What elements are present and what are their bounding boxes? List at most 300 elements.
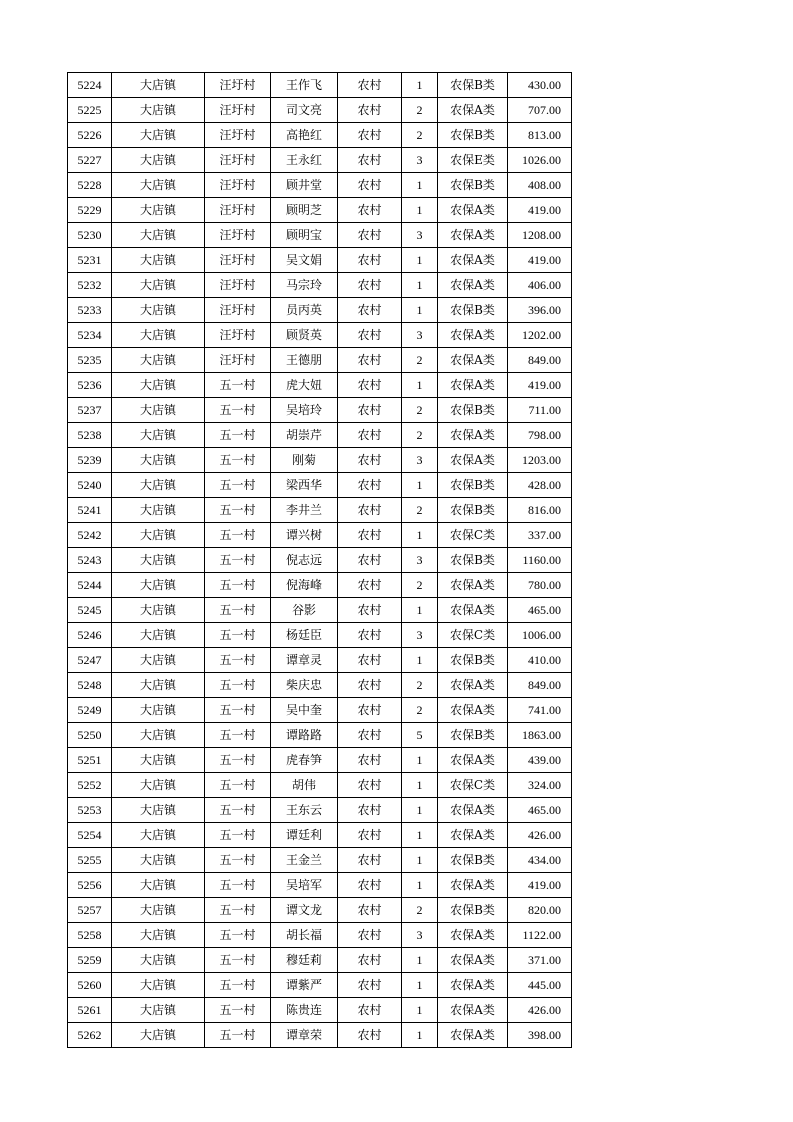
table-row xyxy=(68,298,572,323)
table-row xyxy=(68,748,572,773)
town-cell: 大店镇 xyxy=(112,448,205,473)
amount-cell: 430.00 xyxy=(508,73,572,98)
record-id-cell: 5230 xyxy=(68,223,112,248)
household-size-cell: 2 xyxy=(402,398,438,423)
table-row xyxy=(68,723,572,748)
town-cell: 大店镇 xyxy=(112,173,205,198)
amount-cell: 1202.00 xyxy=(508,323,572,348)
household-size-cell: 2 xyxy=(402,498,438,523)
name-cell: 倪志远 xyxy=(271,548,338,573)
town-cell: 大店镇 xyxy=(112,848,205,873)
category-cell: 农保A类 xyxy=(438,198,508,223)
amount-cell: 419.00 xyxy=(508,873,572,898)
record-id-cell: 5250 xyxy=(68,723,112,748)
town-cell: 大店镇 xyxy=(112,348,205,373)
household-size-cell: 2 xyxy=(402,423,438,448)
town-cell: 大店镇 xyxy=(112,548,205,573)
amount-cell: 434.00 xyxy=(508,848,572,873)
household-size-cell: 1 xyxy=(402,273,438,298)
category-cell: 农保A类 xyxy=(438,423,508,448)
amount-cell: 813.00 xyxy=(508,123,572,148)
category-cell: 农保A类 xyxy=(438,448,508,473)
household-size-cell: 3 xyxy=(402,448,438,473)
name-cell: 谭兴树 xyxy=(271,523,338,548)
area-type-cell: 农村 xyxy=(338,623,402,648)
record-id-cell: 5260 xyxy=(68,973,112,998)
amount-cell: 410.00 xyxy=(508,648,572,673)
record-id-cell: 5251 xyxy=(68,748,112,773)
village-cell: 五一村 xyxy=(205,498,271,523)
table-row xyxy=(68,273,572,298)
name-cell: 虎大妞 xyxy=(271,373,338,398)
record-id-cell: 5234 xyxy=(68,323,112,348)
village-cell: 五一村 xyxy=(205,1023,271,1048)
category-cell: 农保B类 xyxy=(438,898,508,923)
category-cell: 农保A类 xyxy=(438,998,508,1023)
household-size-cell: 1 xyxy=(402,998,438,1023)
area-type-cell: 农村 xyxy=(338,1023,402,1048)
area-type-cell: 农村 xyxy=(338,948,402,973)
amount-cell: 1863.00 xyxy=(508,723,572,748)
town-cell: 大店镇 xyxy=(112,398,205,423)
name-cell: 顾明宝 xyxy=(271,223,338,248)
household-size-cell: 1 xyxy=(402,198,438,223)
category-cell: 农保B类 xyxy=(438,473,508,498)
village-cell: 汪圩村 xyxy=(205,273,271,298)
village-cell: 五一村 xyxy=(205,973,271,998)
record-id-cell: 5249 xyxy=(68,698,112,723)
name-cell: 倪海峰 xyxy=(271,573,338,598)
name-cell: 高艳红 xyxy=(271,123,338,148)
household-size-cell: 1 xyxy=(402,973,438,998)
amount-cell: 439.00 xyxy=(508,748,572,773)
village-cell: 五一村 xyxy=(205,898,271,923)
amount-cell: 398.00 xyxy=(508,1023,572,1048)
household-size-cell: 3 xyxy=(402,623,438,648)
household-size-cell: 1 xyxy=(402,373,438,398)
area-type-cell: 农村 xyxy=(338,698,402,723)
area-type-cell: 农村 xyxy=(338,648,402,673)
village-cell: 汪圩村 xyxy=(205,148,271,173)
town-cell: 大店镇 xyxy=(112,373,205,398)
name-cell: 王作飞 xyxy=(271,73,338,98)
amount-cell: 465.00 xyxy=(508,798,572,823)
amount-cell: 428.00 xyxy=(508,473,572,498)
village-cell: 五一村 xyxy=(205,448,271,473)
village-cell: 五一村 xyxy=(205,848,271,873)
village-cell: 五一村 xyxy=(205,698,271,723)
amount-cell: 1006.00 xyxy=(508,623,572,648)
table-body xyxy=(68,73,572,1048)
record-id-cell: 5239 xyxy=(68,448,112,473)
town-cell: 大店镇 xyxy=(112,323,205,348)
area-type-cell: 农村 xyxy=(338,198,402,223)
category-cell: 农保A类 xyxy=(438,598,508,623)
table-row xyxy=(68,473,572,498)
category-cell: 农保A类 xyxy=(438,98,508,123)
table-row xyxy=(68,323,572,348)
village-cell: 五一村 xyxy=(205,648,271,673)
name-cell: 谭紫严 xyxy=(271,973,338,998)
record-id-cell: 5232 xyxy=(68,273,112,298)
household-size-cell: 1 xyxy=(402,773,438,798)
village-cell: 五一村 xyxy=(205,948,271,973)
name-cell: 谭章荣 xyxy=(271,1023,338,1048)
category-cell: 农保B类 xyxy=(438,648,508,673)
amount-cell: 849.00 xyxy=(508,348,572,373)
name-cell: 胡崇芹 xyxy=(271,423,338,448)
category-cell: 农保A类 xyxy=(438,698,508,723)
town-cell: 大店镇 xyxy=(112,973,205,998)
table-row xyxy=(68,898,572,923)
category-cell: 农保A类 xyxy=(438,748,508,773)
table-row xyxy=(68,948,572,973)
record-id-cell: 5257 xyxy=(68,898,112,923)
name-cell: 顾明芝 xyxy=(271,198,338,223)
area-type-cell: 农村 xyxy=(338,723,402,748)
name-cell: 柴庆忠 xyxy=(271,673,338,698)
name-cell: 虎春笋 xyxy=(271,748,338,773)
name-cell: 李井兰 xyxy=(271,498,338,523)
record-id-cell: 5254 xyxy=(68,823,112,848)
record-id-cell: 5235 xyxy=(68,348,112,373)
area-type-cell: 农村 xyxy=(338,473,402,498)
town-cell: 大店镇 xyxy=(112,948,205,973)
table-row xyxy=(68,173,572,198)
household-size-cell: 1 xyxy=(402,173,438,198)
area-type-cell: 农村 xyxy=(338,298,402,323)
area-type-cell: 农村 xyxy=(338,173,402,198)
household-size-cell: 2 xyxy=(402,698,438,723)
category-cell: 农保B类 xyxy=(438,848,508,873)
name-cell: 刚菊 xyxy=(271,448,338,473)
category-cell: 农保A类 xyxy=(438,823,508,848)
town-cell: 大店镇 xyxy=(112,798,205,823)
town-cell: 大店镇 xyxy=(112,198,205,223)
record-id-cell: 5236 xyxy=(68,373,112,398)
table-row xyxy=(68,373,572,398)
area-type-cell: 农村 xyxy=(338,523,402,548)
table-row xyxy=(68,73,572,98)
amount-cell: 1203.00 xyxy=(508,448,572,473)
category-cell: 农保A类 xyxy=(438,323,508,348)
village-cell: 汪圩村 xyxy=(205,123,271,148)
household-size-cell: 1 xyxy=(402,523,438,548)
amount-cell: 426.00 xyxy=(508,823,572,848)
table-row xyxy=(68,348,572,373)
category-cell: 农保A类 xyxy=(438,348,508,373)
record-id-cell: 5237 xyxy=(68,398,112,423)
town-cell: 大店镇 xyxy=(112,123,205,148)
name-cell: 顾井堂 xyxy=(271,173,338,198)
town-cell: 大店镇 xyxy=(112,273,205,298)
area-type-cell: 农村 xyxy=(338,448,402,473)
name-cell: 王金兰 xyxy=(271,848,338,873)
category-cell: 农保B类 xyxy=(438,123,508,148)
category-cell: 农保A类 xyxy=(438,223,508,248)
table-row xyxy=(68,798,572,823)
category-cell: 农保C类 xyxy=(438,623,508,648)
record-id-cell: 5233 xyxy=(68,298,112,323)
household-size-cell: 1 xyxy=(402,248,438,273)
area-type-cell: 农村 xyxy=(338,323,402,348)
record-id-cell: 5226 xyxy=(68,123,112,148)
area-type-cell: 农村 xyxy=(338,148,402,173)
town-cell: 大店镇 xyxy=(112,698,205,723)
town-cell: 大店镇 xyxy=(112,98,205,123)
name-cell: 陈贵连 xyxy=(271,998,338,1023)
area-type-cell: 农村 xyxy=(338,98,402,123)
area-type-cell: 农村 xyxy=(338,498,402,523)
household-size-cell: 1 xyxy=(402,748,438,773)
area-type-cell: 农村 xyxy=(338,123,402,148)
village-cell: 五一村 xyxy=(205,673,271,698)
area-type-cell: 农村 xyxy=(338,998,402,1023)
name-cell: 司文亮 xyxy=(271,98,338,123)
village-cell: 汪圩村 xyxy=(205,198,271,223)
record-id-cell: 5242 xyxy=(68,523,112,548)
area-type-cell: 农村 xyxy=(338,873,402,898)
household-size-cell: 5 xyxy=(402,723,438,748)
category-cell: 农保A类 xyxy=(438,923,508,948)
table-row xyxy=(68,673,572,698)
town-cell: 大店镇 xyxy=(112,148,205,173)
record-id-cell: 5259 xyxy=(68,948,112,973)
amount-cell: 445.00 xyxy=(508,973,572,998)
table-row xyxy=(68,573,572,598)
category-cell: 农保B类 xyxy=(438,173,508,198)
village-cell: 汪圩村 xyxy=(205,298,271,323)
table-row xyxy=(68,148,572,173)
town-cell: 大店镇 xyxy=(112,623,205,648)
name-cell: 顾贤英 xyxy=(271,323,338,348)
amount-cell: 780.00 xyxy=(508,573,572,598)
record-id-cell: 5238 xyxy=(68,423,112,448)
town-cell: 大店镇 xyxy=(112,598,205,623)
town-cell: 大店镇 xyxy=(112,823,205,848)
table-row xyxy=(68,873,572,898)
household-size-cell: 1 xyxy=(402,798,438,823)
area-type-cell: 农村 xyxy=(338,923,402,948)
category-cell: 农保A类 xyxy=(438,948,508,973)
record-id-cell: 5255 xyxy=(68,848,112,873)
area-type-cell: 农村 xyxy=(338,823,402,848)
record-id-cell: 5258 xyxy=(68,923,112,948)
category-cell: 农保A类 xyxy=(438,973,508,998)
category-cell: 农保A类 xyxy=(438,373,508,398)
household-size-cell: 1 xyxy=(402,473,438,498)
town-cell: 大店镇 xyxy=(112,573,205,598)
town-cell: 大店镇 xyxy=(112,523,205,548)
category-cell: 农保A类 xyxy=(438,273,508,298)
record-id-cell: 5228 xyxy=(68,173,112,198)
household-size-cell: 3 xyxy=(402,323,438,348)
town-cell: 大店镇 xyxy=(112,1023,205,1048)
village-cell: 五一村 xyxy=(205,523,271,548)
amount-cell: 337.00 xyxy=(508,523,572,548)
name-cell: 吴文娟 xyxy=(271,248,338,273)
category-cell: 农保B类 xyxy=(438,398,508,423)
town-cell: 大店镇 xyxy=(112,248,205,273)
area-type-cell: 农村 xyxy=(338,673,402,698)
amount-cell: 741.00 xyxy=(508,698,572,723)
village-cell: 汪圩村 xyxy=(205,323,271,348)
town-cell: 大店镇 xyxy=(112,423,205,448)
town-cell: 大店镇 xyxy=(112,648,205,673)
table-row xyxy=(68,223,572,248)
record-id-cell: 5247 xyxy=(68,648,112,673)
category-cell: 农保A类 xyxy=(438,673,508,698)
village-cell: 五一村 xyxy=(205,923,271,948)
town-cell: 大店镇 xyxy=(112,498,205,523)
town-cell: 大店镇 xyxy=(112,473,205,498)
category-cell: 农保A类 xyxy=(438,1023,508,1048)
area-type-cell: 农村 xyxy=(338,373,402,398)
village-cell: 五一村 xyxy=(205,748,271,773)
record-id-cell: 5243 xyxy=(68,548,112,573)
table-row xyxy=(68,123,572,148)
town-cell: 大店镇 xyxy=(112,673,205,698)
name-cell: 胡伟 xyxy=(271,773,338,798)
town-cell: 大店镇 xyxy=(112,898,205,923)
household-size-cell: 1 xyxy=(402,823,438,848)
household-size-cell: 2 xyxy=(402,348,438,373)
record-id-cell: 5253 xyxy=(68,798,112,823)
amount-cell: 820.00 xyxy=(508,898,572,923)
category-cell: 农保A类 xyxy=(438,798,508,823)
category-cell: 农保B类 xyxy=(438,548,508,573)
name-cell: 马宗玲 xyxy=(271,273,338,298)
village-cell: 五一村 xyxy=(205,598,271,623)
name-cell: 吴培玲 xyxy=(271,398,338,423)
household-size-cell: 3 xyxy=(402,223,438,248)
table-row xyxy=(68,1023,572,1048)
area-type-cell: 农村 xyxy=(338,773,402,798)
area-type-cell: 农村 xyxy=(338,73,402,98)
table-row xyxy=(68,548,572,573)
amount-cell: 1122.00 xyxy=(508,923,572,948)
village-cell: 五一村 xyxy=(205,723,271,748)
table-row xyxy=(68,998,572,1023)
village-cell: 汪圩村 xyxy=(205,223,271,248)
village-cell: 五一村 xyxy=(205,423,271,448)
record-id-cell: 5261 xyxy=(68,998,112,1023)
table-row xyxy=(68,623,572,648)
record-id-cell: 5262 xyxy=(68,1023,112,1048)
town-cell: 大店镇 xyxy=(112,298,205,323)
name-cell: 谭文龙 xyxy=(271,898,338,923)
name-cell: 梁西华 xyxy=(271,473,338,498)
village-cell: 五一村 xyxy=(205,573,271,598)
town-cell: 大店镇 xyxy=(112,73,205,98)
area-type-cell: 农村 xyxy=(338,573,402,598)
household-size-cell: 1 xyxy=(402,598,438,623)
category-cell: 农保A类 xyxy=(438,573,508,598)
household-size-cell: 2 xyxy=(402,123,438,148)
amount-cell: 396.00 xyxy=(508,298,572,323)
town-cell: 大店镇 xyxy=(112,873,205,898)
amount-cell: 371.00 xyxy=(508,948,572,973)
category-cell: 农保B类 xyxy=(438,73,508,98)
household-size-cell: 1 xyxy=(402,298,438,323)
table-row xyxy=(68,498,572,523)
category-cell: 农保A类 xyxy=(438,248,508,273)
area-type-cell: 农村 xyxy=(338,548,402,573)
table-row xyxy=(68,923,572,948)
amount-cell: 816.00 xyxy=(508,498,572,523)
name-cell: 吴中奎 xyxy=(271,698,338,723)
household-size-cell: 3 xyxy=(402,548,438,573)
table-row xyxy=(68,248,572,273)
household-size-cell: 2 xyxy=(402,898,438,923)
village-cell: 五一村 xyxy=(205,548,271,573)
record-id-cell: 5229 xyxy=(68,198,112,223)
table-row xyxy=(68,423,572,448)
household-size-cell: 1 xyxy=(402,1023,438,1048)
area-type-cell: 农村 xyxy=(338,748,402,773)
amount-cell: 324.00 xyxy=(508,773,572,798)
category-cell: 农保B类 xyxy=(438,498,508,523)
area-type-cell: 农村 xyxy=(338,348,402,373)
village-cell: 五一村 xyxy=(205,998,271,1023)
amount-cell: 419.00 xyxy=(508,198,572,223)
table-row xyxy=(68,648,572,673)
table-row xyxy=(68,823,572,848)
category-cell: 农保A类 xyxy=(438,873,508,898)
amount-cell: 798.00 xyxy=(508,423,572,448)
village-cell: 五一村 xyxy=(205,623,271,648)
category-cell: 农保E类 xyxy=(438,148,508,173)
amount-cell: 465.00 xyxy=(508,598,572,623)
amount-cell: 419.00 xyxy=(508,373,572,398)
record-id-cell: 5256 xyxy=(68,873,112,898)
town-cell: 大店镇 xyxy=(112,223,205,248)
records-table xyxy=(67,72,572,1048)
table-row xyxy=(68,848,572,873)
household-size-cell: 2 xyxy=(402,98,438,123)
name-cell: 王德朋 xyxy=(271,348,338,373)
village-cell: 五一村 xyxy=(205,823,271,848)
record-id-cell: 5248 xyxy=(68,673,112,698)
household-size-cell: 1 xyxy=(402,73,438,98)
amount-cell: 707.00 xyxy=(508,98,572,123)
household-size-cell: 1 xyxy=(402,948,438,973)
table-row xyxy=(68,398,572,423)
name-cell: 谷影 xyxy=(271,598,338,623)
area-type-cell: 农村 xyxy=(338,398,402,423)
village-cell: 汪圩村 xyxy=(205,173,271,198)
area-type-cell: 农村 xyxy=(338,898,402,923)
record-id-cell: 5227 xyxy=(68,148,112,173)
record-id-cell: 5224 xyxy=(68,73,112,98)
record-id-cell: 5252 xyxy=(68,773,112,798)
name-cell: 谭路路 xyxy=(271,723,338,748)
area-type-cell: 农村 xyxy=(338,598,402,623)
area-type-cell: 农村 xyxy=(338,973,402,998)
household-size-cell: 1 xyxy=(402,648,438,673)
category-cell: 农保C类 xyxy=(438,773,508,798)
town-cell: 大店镇 xyxy=(112,998,205,1023)
village-cell: 汪圩村 xyxy=(205,73,271,98)
village-cell: 五一村 xyxy=(205,798,271,823)
category-cell: 农保C类 xyxy=(438,523,508,548)
table-row xyxy=(68,448,572,473)
amount-cell: 849.00 xyxy=(508,673,572,698)
record-id-cell: 5231 xyxy=(68,248,112,273)
area-type-cell: 农村 xyxy=(338,248,402,273)
area-type-cell: 农村 xyxy=(338,423,402,448)
village-cell: 五一村 xyxy=(205,773,271,798)
